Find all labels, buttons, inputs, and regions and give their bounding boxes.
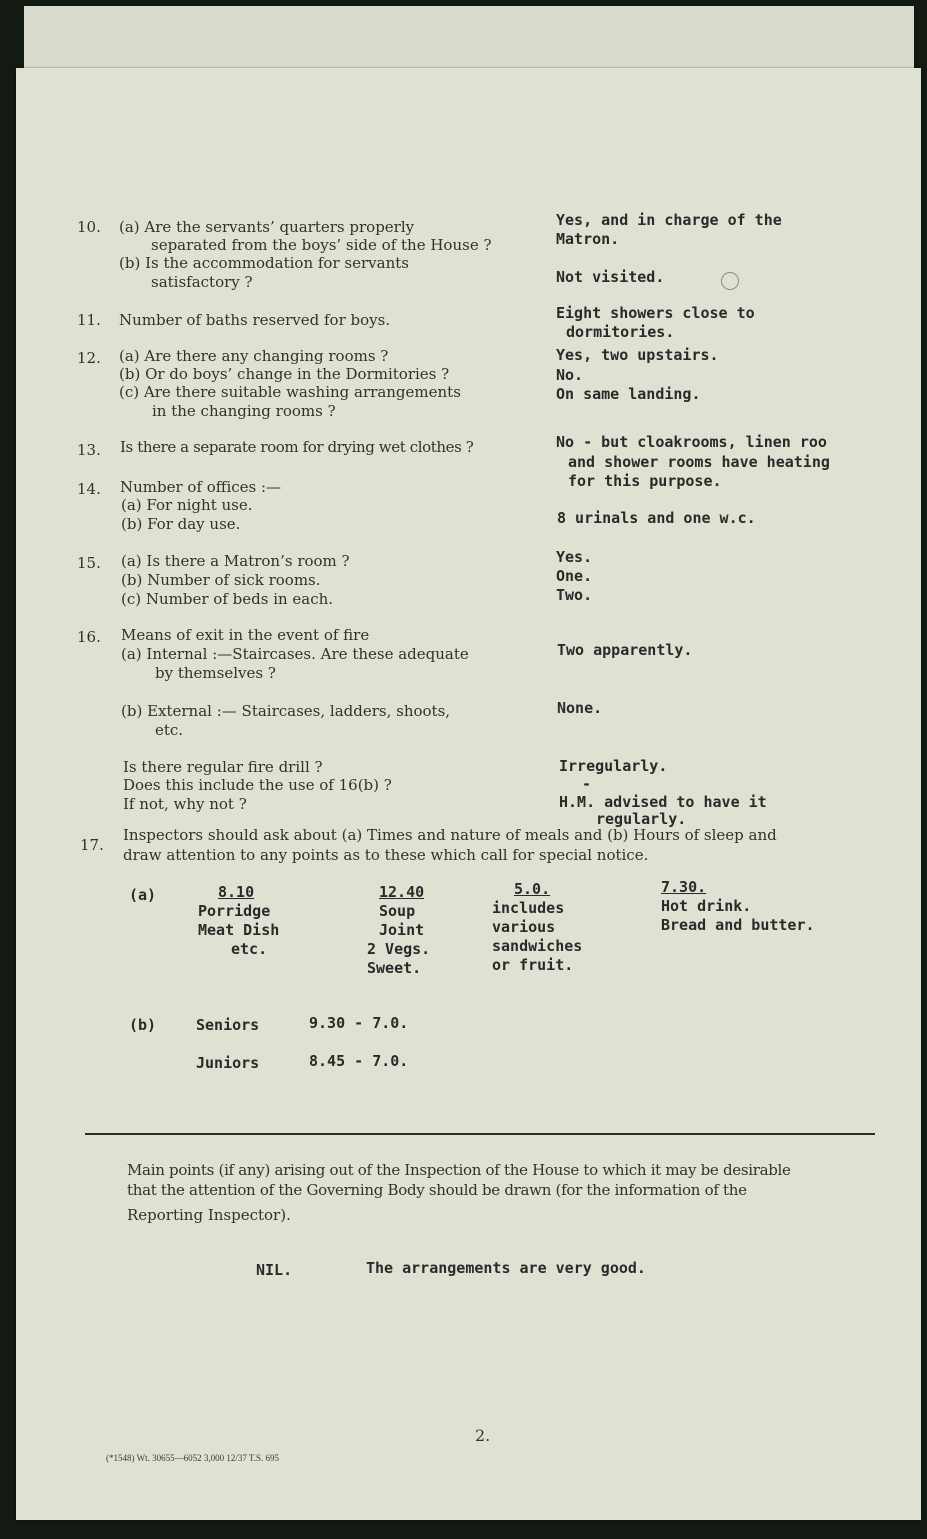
q10-line: satisfactory ?: [151, 273, 253, 291]
meal-time: 8.10: [218, 883, 255, 901]
meal-item: Joint: [379, 921, 425, 939]
q12-line: (c) Are there suitable washing arrangements: [119, 383, 461, 401]
q16-line: by themselves ?: [155, 664, 276, 682]
q14-line: Number of offices :—: [120, 478, 282, 496]
meal-item: Bread and butter.: [661, 916, 815, 934]
q17-line: Inspectors should ask about (a) Times and nature of meals and (b) Hours of sleep and: [123, 826, 777, 844]
main-points-answer: The arrangements are very good.: [366, 1259, 646, 1277]
meal-item: Hot drink.: [661, 897, 752, 915]
meal-item: etc.: [231, 940, 268, 958]
q15-line: (b) Number of sick rooms.: [121, 571, 321, 589]
answer-why-not: H.M. advised to have it: [559, 793, 767, 811]
q17-number: 17.: [80, 836, 104, 854]
meals-label: (a): [129, 886, 157, 904]
meal-item: various: [492, 918, 556, 936]
answer-14: 8 urinals and one w.c.: [557, 509, 756, 527]
q10-number: 10.: [77, 218, 101, 236]
sleep-hours: 9.30 - 7.0.: [309, 1014, 409, 1032]
q15-line: (c) Number of beds in each.: [121, 590, 334, 608]
meal-item: Porridge: [198, 902, 271, 920]
answer-10a: Matron.: [556, 230, 620, 248]
punch-hole-mark: [721, 272, 739, 290]
q12-line: (b) Or do boys’ change in the Dormitories ?: [119, 365, 450, 383]
sleep-group: Seniors: [196, 1016, 260, 1034]
meal-time: 12.40: [379, 883, 425, 901]
answer-16b-use: -: [582, 775, 592, 793]
q14-line: (b) For day use.: [121, 515, 241, 533]
answer-12a: Yes, two upstairs.: [556, 346, 719, 364]
section-divider: [85, 1133, 875, 1135]
q16-line: If not, why not ?: [123, 795, 247, 813]
meal-item: sandwiches: [492, 937, 583, 955]
q16-line: (b) External :— Staircases, ladders, shoots,: [121, 702, 451, 720]
document-page: [16, 68, 921, 1520]
meal-item: Sweet.: [367, 959, 422, 977]
meal-item: includes: [492, 899, 565, 917]
answer-why-not: regularly.: [596, 810, 687, 828]
answer-13: No - but cloakrooms, linen roo: [556, 433, 827, 451]
answer-16b: None.: [557, 699, 603, 717]
q13-line: Is there a separate room for drying wet clothes ?: [120, 438, 474, 456]
answer-15c: Two.: [556, 586, 593, 604]
q16-line: Means of exit in the event of fire: [121, 626, 370, 644]
q17-line: draw attention to any points as to these which call for special notice.: [123, 846, 649, 864]
meal-item: or fruit.: [492, 956, 574, 974]
q12-line: in the changing rooms ?: [152, 402, 336, 420]
answer-10b: Not visited.: [556, 268, 665, 286]
answer-13: for this purpose.: [568, 472, 722, 490]
q14-line: (a) For night use.: [121, 496, 253, 514]
main-points-prompt: that the attention of the Governing Body should be drawn (for the information of the: [127, 1181, 747, 1199]
meal-item: 2 Vegs.: [367, 940, 431, 958]
q12-line: (a) Are there any changing rooms ?: [119, 347, 389, 365]
answer-11: dormitories.: [566, 323, 675, 341]
q10-line: (b) Is the accommodation for servants: [119, 254, 409, 272]
answer-12b: No.: [556, 366, 584, 384]
page-number: 2.: [475, 1426, 491, 1445]
q16-line: etc.: [155, 721, 184, 739]
q15-line: (a) Is there a Matron’s room ?: [121, 552, 350, 570]
q12-number: 12.: [77, 349, 101, 367]
answer-15b: One.: [556, 567, 593, 585]
sleep-label: (b): [129, 1016, 157, 1034]
meal-item: Soup: [379, 902, 416, 920]
answer-15a: Yes.: [556, 548, 593, 566]
main-points-nil: NIL.: [256, 1261, 293, 1279]
answer-10a: Yes, and in charge of the: [556, 211, 782, 229]
q14-number: 14.: [77, 480, 101, 498]
sleep-group: Juniors: [196, 1054, 260, 1072]
main-points-prompt: Reporting Inspector).: [127, 1206, 291, 1224]
q13-number: 13.: [77, 441, 101, 459]
answer-13: and shower rooms have heating: [568, 453, 830, 471]
q16-line: (a) Internal :—Staircases. Are these adequate: [121, 645, 469, 663]
q10-line: (a) Are the servants’ quarters properly: [119, 218, 415, 236]
meal-time: 5.0.: [514, 880, 551, 898]
answer-fire-drill: Irregularly.: [559, 757, 668, 775]
q11-number: 11.: [77, 311, 101, 329]
answer-12c: On same landing.: [556, 385, 701, 403]
q15-number: 15.: [77, 554, 101, 572]
meal-item: Meat Dish: [198, 921, 280, 939]
main-points-prompt: Main points (if any) arising out of the Inspection of the House to which it may be desirable: [127, 1161, 791, 1179]
answer-16a: Two apparently.: [557, 641, 693, 659]
q16-number: 16.: [77, 628, 101, 646]
answer-11: Eight showers close to: [556, 304, 755, 322]
meal-time: 7.30.: [661, 878, 707, 896]
sleep-hours: 8.45 - 7.0.: [309, 1052, 409, 1070]
q10-line: separated from the boys’ side of the House ?: [151, 236, 492, 254]
q16-line: Is there regular fire drill ?: [123, 758, 323, 776]
q11-line: Number of baths reserved for boys.: [119, 311, 391, 329]
printer-footer: (*1548) Wt. 30655—6052 3,000 12/37 T.S. 695: [106, 1453, 279, 1463]
q16-line: Does this include the use of 16(b) ?: [123, 776, 392, 794]
